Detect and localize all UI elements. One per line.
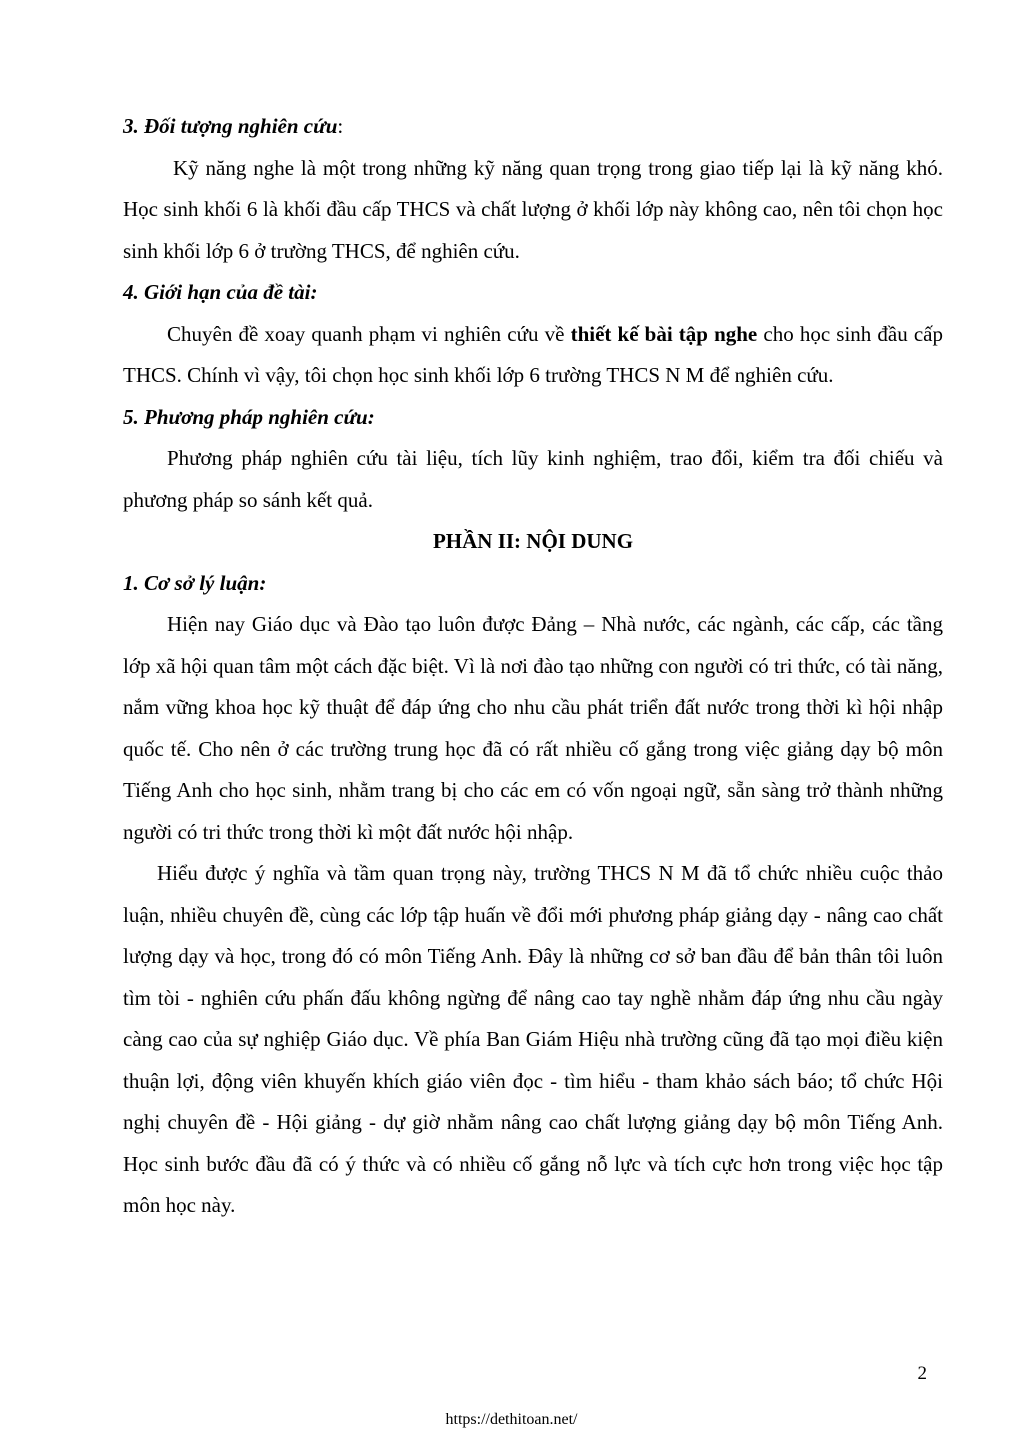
section-3-heading-colon: : — [337, 114, 344, 138]
part-2-section-1-heading: 1. Cơ sở lý luận: — [123, 570, 267, 595]
section-3-paragraph: Kỹ năng nghe là một trong những kỹ năng quan trọng trong giao tiếp lại là kỹ năng khó. Học sinh khối 6 là khối đầu cấp THCS và chất lượng ở khối lớp này không cao, nên tôi chọn học sinh khối lớp 6 ở trường THCS, để nghiên cứu. — [123, 155, 943, 263]
section-5-heading: 5. Phương pháp nghiên cứu: — [123, 404, 375, 429]
part-2-title: PHẦN II: NỘI DUNG — [432, 529, 634, 553]
section-4-text-bold: thiết kế bài tập nghe — [570, 321, 758, 346]
document-body — [123, 106, 943, 1227]
part-2-paragraph-1: Hiện nay Giáo dục và Đào tạo luôn được Đảng – Nhà nước, các ngành, các cấp, các tầng lớp xã hội quan tâm một cách đặc biệt. Vì là nơi đào tạo những con người có tri thức, có tài năng, nắm vững khoa học kỹ thuật để đáp ứng cho nhu cầu phát triển đất nước trong thời kì hội nhập quốc tế. Cho nên ở các trường trung học đã có rất nhiều cố gắng trong việc giảng dạy bộ môn Tiếng Anh cho học sinh, nhằm trang bị cho các em có vốn ngoại ngữ, sẵn sàng trở thành những người có tri thức trong thời kì một đất nước hội nhập. — [123, 612, 943, 844]
section-4-text-start: Chuyên đề xoay quanh phạm vi nghiên cứu về — [167, 321, 571, 346]
section-5-paragraph: Phương pháp nghiên cứu tài liệu, tích lũy kinh nghiệm, trao đổi, kiểm tra đối chiếu và phương pháp so sánh kết quả. — [123, 446, 943, 512]
section-3-heading-text: 3. Đối tượng nghiên cứu — [123, 114, 338, 138]
section-4-paragraph — [123, 314, 943, 397]
footer-url: https://dethitoan.net/ — [445, 1411, 578, 1428]
section-4-text-end: cho học sinh đầu cấp THCS. Chính vì vậy, tôi chọn học sinh khối lớp 6 trường THCS N M để nghiên cứu. — [123, 321, 943, 387]
section-4-heading: 4. Giới hạn của đề tài: — [123, 280, 318, 304]
page-number: 2 — [917, 1363, 927, 1384]
section-3-heading — [123, 106, 943, 148]
part-2-paragraph-2: Hiểu được ý nghĩa và tầm quan trọng này, trường THCS N M đã tổ chức nhiều cuộc thảo luận, nhiều chuyên đề, cùng các lớp tập huấn về đổi mới phương pháp giảng dạy - nâng cao chất lượng dạy và học, trong đó có môn Tiếng Anh. Đây là những cơ sở ban đầu để bản thân tôi luôn tìm tòi - nghiên cứu phấn đấu không ngừng để nâng cao tay nghề nhằm đáp ứng nhu cầu ngày càng cao của sự nghiệp Giáo dục. Về phía Ban Giám Hiệu nhà trường cũng đã tạo mọi điều kiện thuận lợi, động viên khuyến khích giáo viên đọc - tìm hiểu - tham khảo sách báo; tổ chức Hội nghị chuyên đề - Hội giảng - dự giờ nhằm nâng cao chất lượng giảng dạy bộ môn Tiếng Anh. Học sinh bước đầu đã có ý thức và có nhiều cố gắng nỗ lực và tích cực hơn trong việc học tập môn học này. — [123, 861, 943, 1217]
